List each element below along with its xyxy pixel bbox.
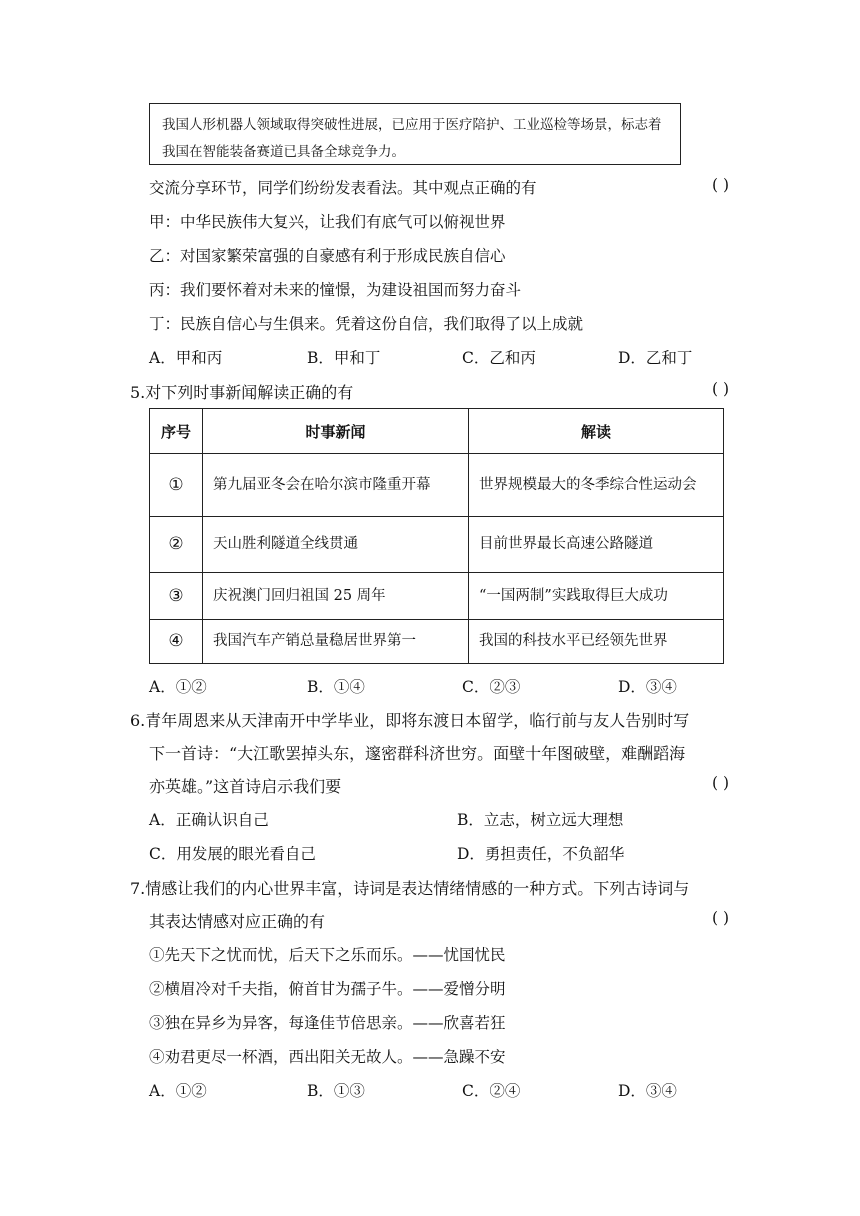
q5-answer-paren: ( ) (711, 380, 729, 398)
q5-option-b: B．①④ (307, 678, 365, 696)
q4-view-jia: 甲：中华民族伟大复兴，让我们有底气可以俯视世界 (149, 213, 506, 231)
q4-view-bing: 丙：我们要怀着对未来的憧憬，为建设祖国而努力奋斗 (149, 281, 522, 299)
q4-option-c: C．乙和丙 (462, 349, 536, 367)
q5-stem: 5.对下列时事新闻解读正确的有 (130, 383, 354, 402)
q6-stem-line1: 6.青年周恩来从天津南开中学毕业，即将东渡日本留学，临行前与友人告别时写 (130, 711, 690, 730)
q4-view-yi: 乙：对国家繁荣富强的自豪感有利于形成民族自信心 (149, 247, 506, 265)
table-header-row (150, 409, 724, 454)
q5-option-c: C．②③ (462, 678, 521, 696)
q7-item-1: ①先天下之忧而忧，后天下之乐而乐。——忧国忧民 (149, 946, 506, 964)
q6-answer-paren: ( ) (711, 774, 729, 792)
q6-stem-line2: 下一首诗：“大江歌罢掉头东，邃密群科济世穷。面壁十年图破壁，难酬蹈海 (149, 744, 686, 763)
row-num: ② (150, 517, 203, 573)
q7-item-4: ④劝君更尽一杯酒，西出阳关无故人。——急躁不安 (149, 1048, 506, 1066)
row-num: ① (150, 454, 203, 517)
q6-option-a: A．正确认识自己 (149, 811, 269, 829)
q5-option-a: A．①② (149, 678, 207, 696)
q7-item-2: ②横眉冷对千夫指，俯首甘为孺子牛。——爱憎分明 (149, 980, 506, 998)
q7-answer-paren: ( ) (711, 909, 729, 927)
q4-answer-paren: ( ) (711, 176, 729, 194)
q6-option-d: D．勇担责任，不负韶华 (457, 845, 625, 863)
q7-item-3: ③独在异乡为异客，每逢佳节倍思亲。——欣喜若狂 (149, 1014, 506, 1032)
header-news: 时事新闻 (203, 409, 469, 454)
row-reading: 目前世界最长高速公路隧道 (469, 517, 724, 573)
row-news: 庆祝澳门回归祖国 25 周年 (203, 573, 469, 620)
q7-stem-line2: 其表达情感对应正确的有 (149, 912, 326, 931)
q7-option-d: D．③④ (618, 1082, 677, 1100)
q4-option-a: A．甲和丙 (149, 349, 223, 367)
table-row (150, 573, 724, 620)
q7-option-b: B．①③ (307, 1082, 365, 1100)
row-reading: 我国的科技水平已经领先世界 (469, 620, 724, 664)
q5-option-d: D．③④ (618, 678, 677, 696)
table-row (150, 620, 724, 664)
q4-view-ding: 丁：民族自信心与生俱来。凭着这份自信，我们取得了以上成就 (149, 315, 584, 333)
q4-option-b: B．甲和丁 (307, 349, 381, 367)
q4-option-d: D．乙和丁 (618, 349, 693, 367)
q7-stem-line1: 7.情感让我们的内心世界丰富，诗词是表达情绪情感的一种方式。下列古诗词与 (130, 879, 690, 898)
q6-option-c: C．用发展的眼光看自己 (149, 845, 316, 863)
material-box: 我国人形机器人领域取得突破性进展，已应用于医疗陪护、工业巡检等场景，标志着我国在智能装备赛道已具备全球竞争力。 (149, 103, 681, 165)
row-news: 我国汽车产销总量稳居世界第一 (203, 620, 469, 664)
q6-option-b: B．立志，树立远大理想 (457, 811, 624, 829)
header-num: 序号 (150, 409, 203, 454)
row-news: 天山胜利隧道全线贯通 (203, 517, 469, 573)
q7-option-a: A．①② (149, 1082, 207, 1100)
q4-stem: 交流分享环节，同学们纷纷发表看法。其中观点正确的有 (149, 179, 537, 197)
q7-option-c: C．②④ (462, 1082, 521, 1100)
row-reading: 世界规模最大的冬季综合性运动会 (469, 454, 724, 517)
table-row (150, 517, 724, 573)
table-row (150, 454, 724, 517)
row-reading: “一国两制”实践取得巨大成功 (469, 573, 724, 620)
row-num: ④ (150, 620, 203, 664)
row-num: ③ (150, 573, 203, 620)
q6-stem-line3: 亦英雄。”这首诗启示我们要 (149, 777, 342, 796)
news-table (149, 408, 724, 664)
row-news: 第九届亚冬会在哈尔滨市隆重开幕 (203, 454, 469, 517)
header-reading: 解读 (469, 409, 724, 454)
